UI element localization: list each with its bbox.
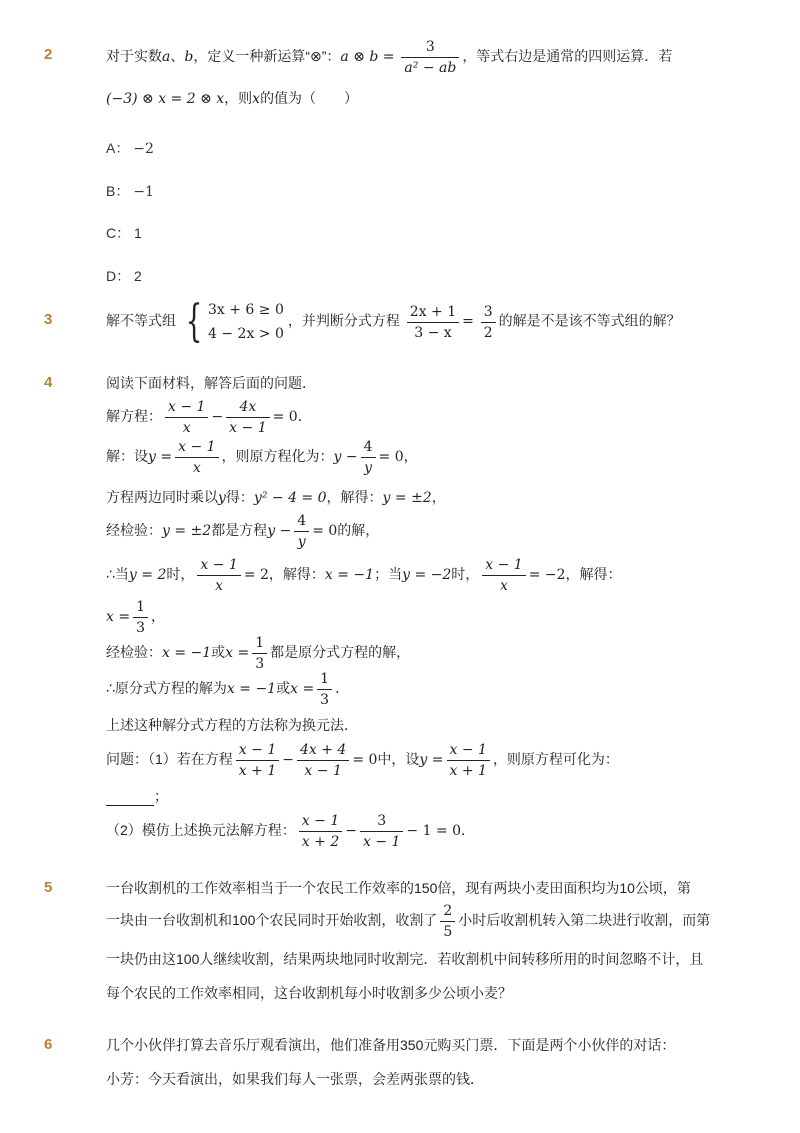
text: ，并判断分式方程	[287, 312, 400, 329]
denominator: 3	[255, 656, 265, 672]
choice-c[interactable]	[106, 223, 142, 243]
math: a	[162, 49, 171, 66]
math: = 0	[352, 752, 378, 769]
numerator: 4	[294, 512, 309, 532]
math: =	[462, 313, 474, 330]
math: x = −1	[226, 681, 277, 698]
math: x	[252, 91, 261, 107]
denominator: y	[297, 534, 306, 550]
q4-line2	[106, 398, 312, 437]
numerator: 1	[317, 670, 332, 690]
math: (−3) ⊗ x = 2 ⊗ x	[106, 91, 225, 107]
text: ，定义一种新运算“⊗”：	[193, 48, 341, 65]
math: y −	[333, 449, 358, 466]
numerator: 4x	[226, 398, 269, 418]
q4-line7	[106, 598, 165, 637]
choice-value: −1	[133, 184, 154, 200]
denominator: x + 1	[449, 763, 487, 779]
math: = 2	[243, 567, 269, 584]
denominator: x − 1	[362, 834, 401, 850]
fraction	[401, 38, 459, 77]
denominator: x + 1	[238, 763, 277, 779]
math: x =	[225, 645, 250, 662]
fraction	[482, 556, 525, 595]
math: x =	[290, 681, 315, 698]
math: = −2	[528, 567, 566, 584]
choice-value: 2	[134, 268, 142, 284]
denominator: 5	[443, 924, 453, 940]
brace-icon: {	[185, 296, 203, 347]
numerator: x − 1	[197, 556, 240, 576]
q4-line9	[106, 670, 349, 709]
text: ．	[461, 822, 476, 839]
denominator: 3	[136, 620, 145, 636]
text: 小时后收割机转入第二块进行收割，而第	[458, 912, 711, 929]
denominator: x − 1	[304, 763, 342, 779]
q5-line4: 每个农民的工作效率相同，这台收割机每小时收割多少公顷小麦？	[106, 985, 512, 1001]
numerator: x − 1	[175, 438, 218, 458]
fraction	[197, 556, 240, 595]
q4-line10: 上述这种解分式方程的方法称为换元法．	[106, 717, 358, 733]
choice-label: D：	[106, 268, 131, 284]
numerator: 1	[133, 598, 148, 618]
math: y =	[419, 752, 444, 769]
q2-line1	[106, 38, 672, 77]
question-number: 2	[44, 46, 53, 63]
math: y = ±2	[382, 490, 432, 506]
question-number: 5	[44, 879, 53, 896]
fraction	[297, 741, 349, 780]
text: 时，	[451, 566, 480, 583]
q4-intro: 阅读下面材料，解答后面的问题．	[106, 375, 316, 391]
numerator: 3	[481, 303, 496, 323]
choice-d[interactable]	[106, 266, 142, 286]
question-number: 3	[44, 311, 53, 328]
math: y = −2	[402, 567, 452, 584]
denominator: x	[192, 460, 201, 476]
denominator: 3 − x	[414, 324, 452, 341]
denominator: y	[364, 460, 373, 476]
fraction	[317, 670, 332, 709]
math: −	[345, 823, 357, 840]
math: x = −1	[162, 645, 212, 662]
numerator: x − 1	[299, 812, 342, 832]
text: 都是原分式方程的解，	[270, 644, 411, 661]
text: 的解，	[337, 522, 380, 539]
text: 经检验：	[106, 522, 162, 539]
text: ；当	[374, 566, 403, 583]
text: 或	[211, 644, 226, 661]
fraction	[447, 741, 490, 780]
text: 的值为（ ）	[260, 90, 359, 106]
denominator: x − 1	[229, 420, 267, 436]
q4-line13	[106, 812, 475, 851]
math: y	[218, 490, 226, 506]
choice-label: A：	[106, 140, 130, 156]
q3-line	[106, 298, 681, 346]
text: 一块由一台收割机和100个农民同时开始收割，收割了	[106, 912, 438, 929]
text: ，等式右边是通常的四则运算．若	[462, 48, 673, 65]
fraction	[294, 512, 309, 551]
choice-label: C：	[106, 225, 131, 241]
text: 对于实数	[106, 48, 162, 65]
text: 都是方程	[211, 522, 268, 539]
text: ，则	[224, 90, 253, 106]
text: ，解得：	[565, 566, 622, 583]
math: = 0．	[272, 409, 312, 426]
math: −	[282, 752, 294, 769]
numerator: 4x + 4	[297, 741, 349, 761]
text: ，解得：	[326, 489, 383, 505]
q4-line4	[106, 487, 446, 508]
fraction	[361, 438, 376, 477]
q4-line6	[106, 556, 622, 595]
text: ，	[431, 489, 446, 505]
numerator: x − 1	[236, 741, 279, 761]
text: 解不等式组	[106, 312, 176, 329]
numerator: 4	[361, 438, 376, 458]
numerator: x − 1	[482, 556, 525, 576]
math: = 0	[312, 523, 338, 540]
text: 解方程：	[106, 408, 162, 425]
q4-line8	[106, 634, 410, 673]
fraction	[236, 741, 279, 780]
q5-line1: 一台收割机的工作效率相当于一个农民工作效率的150倍，现有两块小麦田面积均为10公顷，第	[106, 880, 691, 896]
numerator: 3	[360, 812, 403, 832]
text: 得：	[225, 489, 254, 505]
inequality-system	[180, 298, 284, 346]
math: y² − 4 = 0	[253, 490, 327, 506]
choice-value: −2	[133, 141, 154, 157]
math: x = −1	[324, 567, 375, 584]
fraction	[175, 438, 218, 477]
text: 的解是不是该不等式组的解？	[498, 312, 681, 329]
fraction	[360, 812, 403, 851]
text: 或	[276, 680, 291, 697]
text: ，	[151, 608, 165, 625]
text: 解：设	[106, 448, 148, 465]
numerator: 1	[252, 634, 267, 654]
math: y =	[148, 449, 173, 466]
q5-line3: 一块仍由这100人继续收割，结果两块地同时收割完．若收割机中间转移所用的时间忽略不计，且	[106, 951, 704, 967]
denominator: 3	[320, 692, 330, 708]
text: ；	[154, 788, 168, 804]
numerator: 2x + 1	[407, 303, 459, 323]
answer-blank[interactable]	[106, 791, 154, 806]
denominator: 2	[483, 324, 493, 341]
fraction	[440, 902, 455, 941]
math: x =	[106, 609, 131, 626]
numerator: x − 1	[447, 741, 490, 761]
math: b	[184, 49, 194, 66]
choice-b[interactable]	[106, 181, 154, 202]
q4-line12	[106, 786, 168, 806]
numerator: x − 1	[165, 398, 208, 418]
fraction	[252, 634, 267, 673]
q6-line1: 几个小伙伴打算去音乐厅观看演出，他们准备用350元购买门票．下面是两个小伙伴的对话：	[106, 1037, 676, 1053]
text: 时，	[166, 566, 195, 583]
question-number: 4	[44, 374, 53, 391]
q4-line11	[106, 741, 619, 780]
inequality: 4 − 2x > 0	[208, 326, 284, 342]
math: a ⊗ b =	[340, 49, 395, 66]
math: y −	[267, 523, 292, 540]
text: ．	[335, 680, 350, 697]
q4-line3	[106, 438, 418, 477]
math: y = 2	[128, 567, 167, 584]
denominator: a² − ab	[404, 60, 457, 76]
text: ∴原分式方程的解为	[106, 680, 227, 697]
choice-label: B：	[106, 183, 130, 199]
text: 问题：（1）若在方程	[106, 751, 233, 768]
text: 中，设	[377, 751, 420, 768]
math: − 1 = 0	[406, 823, 462, 840]
q4-line5	[106, 512, 379, 551]
denominator: x	[182, 420, 191, 436]
text: 方程两边同时乘以	[106, 489, 218, 505]
text: ∴当	[106, 566, 129, 583]
q2-line2	[106, 88, 358, 109]
inequality: 3x + 6 ≥ 0	[208, 302, 284, 318]
q6-line2: 小芳：今天看演出，如果我们每人一张票，会差两张票的钱．	[106, 1071, 484, 1087]
text: ，则原方程化为：	[221, 448, 334, 465]
text: 经检验：	[106, 644, 162, 661]
fraction	[299, 812, 342, 851]
text: （2）模仿上述换元法解方程：	[106, 822, 296, 839]
fraction	[481, 303, 496, 342]
text: ，解得：	[268, 566, 325, 583]
q5-line2	[106, 902, 710, 941]
math: −	[211, 409, 224, 426]
fraction	[133, 598, 148, 637]
denominator: x + 2	[301, 834, 340, 850]
numerator: 2	[440, 902, 455, 922]
denominator: x	[215, 578, 224, 594]
choice-a[interactable]	[106, 138, 154, 159]
math: = 0，	[378, 449, 418, 466]
denominator: x	[500, 578, 508, 594]
fraction	[165, 398, 208, 437]
text: ，则原方程可化为：	[492, 751, 619, 768]
fraction	[226, 398, 269, 437]
fraction	[407, 303, 459, 342]
question-number: 6	[44, 1036, 53, 1053]
text: 、	[170, 48, 185, 65]
numerator: 3	[401, 38, 459, 58]
math: y = ±2	[162, 523, 212, 540]
choice-value: 1	[134, 225, 142, 241]
